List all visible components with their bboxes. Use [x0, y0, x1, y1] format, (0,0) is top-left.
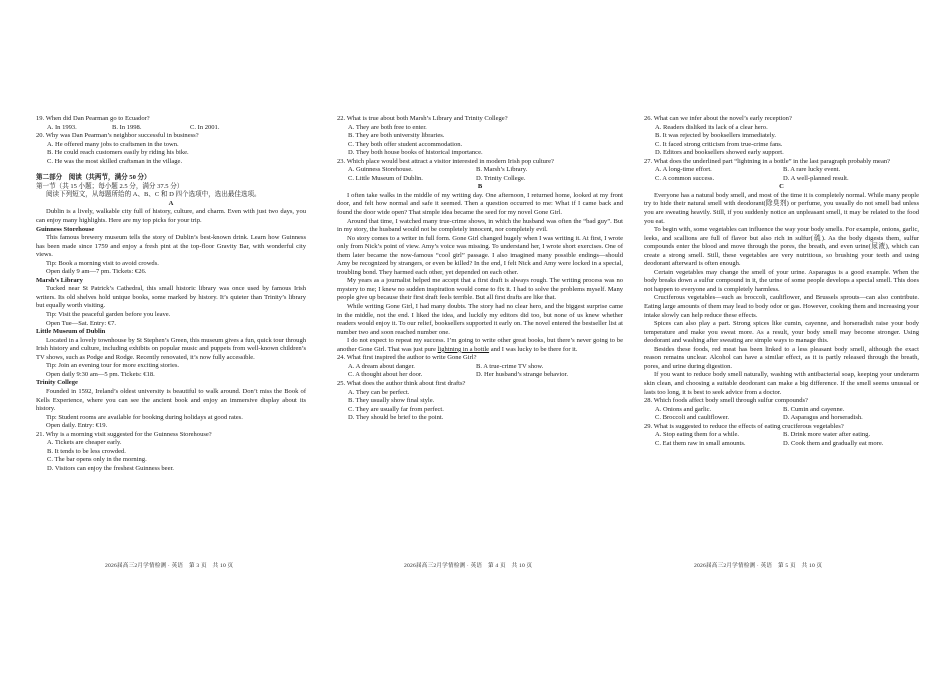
paragraph: If you want to reduce body smell naturally, washing with antibacterial soap, keeping your underarm skin clean, and choosing a suitable deodorant can make a big difference. If the smell seems unusual or lasts too long, it is best to seek advice from a doctor.: [644, 371, 919, 396]
question-26: 26. What can we infer about the novel’s early reception?: [644, 115, 792, 122]
option: A. Readers disliked its lack of a clear hero.: [655, 123, 768, 131]
option: A. A long-time effort.: [655, 166, 712, 174]
option: B. Marsh’s Library.: [476, 166, 528, 174]
question-19-options: [36, 124, 306, 133]
underlined-phrase: lightning in a bottle: [437, 345, 490, 353]
option: B. Cumin and cayenne.: [783, 405, 845, 413]
instruction: 阅读下列短文，从每题所给的 A、B、C 和 D 四个选项中，选出最佳选项。: [46, 191, 261, 199]
option: C. They are usually far from perfect.: [348, 405, 444, 413]
question-24-options: [337, 363, 623, 372]
question-23-options: [337, 166, 623, 175]
option: B. They are both university libraries.: [348, 132, 445, 140]
page-4-footer: 2026届高三2月学情检测 · 英语 第 4 页 共 10 页: [404, 563, 533, 569]
page-5: [634, 0, 950, 673]
question-28-options: [644, 414, 919, 423]
paragraph: No story comes to a writer in full form. Gone Girl changed hugely when I was writing it. At first, I wrote only from Nick’s point of view. Amy’s voice was missing. To understand her, I wrote short exercises. One of them later became the now-famous “cool girl” passage. I also imagined many possible endings—should Amy be recognized by strangers, or even be killed? In the end, I felt Nick and Amy were locked in a special, troubling bond. They harmed each other, yet depended on each other.: [337, 234, 623, 276]
option: B. Drink more water after eating.: [783, 431, 871, 439]
paragraph: Around that time, I watched many true-crime shows, in which the husband was often the “bad guy”. But in my story, the husband would not be completely innocent, nor completely evil.: [337, 217, 623, 234]
tip: Tip: Student rooms are available for booking during holidays at good rates.: [46, 413, 243, 421]
question-28-options: [644, 406, 919, 415]
option: B. He could reach customers easily by riding his bike.: [47, 149, 189, 157]
page-3-column: [36, 115, 306, 473]
option: D. Asparagus and horseradish.: [783, 414, 863, 422]
option: B. A rare lucky event.: [783, 166, 841, 174]
option: C. A thought about her door.: [348, 371, 423, 379]
question-28: 28. Which foods affect body smell through sulfur compounds?: [644, 397, 808, 405]
opening-info: Open daily. Entry: €19.: [46, 422, 108, 430]
option: A. Stop eating them for a while.: [655, 431, 740, 439]
option: A. In 1993.: [47, 123, 77, 131]
page-3: [0, 0, 316, 673]
question-23: 23. Which place would best attract a visitor interested in modern Irish pop culture?: [337, 157, 554, 165]
paragraph: Cruciferous vegetables—such as broccoli, cauliflower, and Brussels sprouts—can also contribute. Eating large amounts of them may lead to body odor or gas. However, cooking them and increasing your intake slowly can help reduce these effects.: [644, 294, 919, 319]
option: C. It faced strong criticism from true-crime fans.: [655, 140, 783, 148]
question-22: 22. What is true about both Marsh’s Library and Trinity College?: [337, 115, 508, 122]
option: B. A true-crime TV show.: [476, 362, 544, 370]
option: C. Broccoli and cauliflower.: [655, 414, 729, 422]
option: A. He offered many jobs to craftsmen in the town.: [47, 140, 179, 148]
option: D. Visitors can enjoy the freshest Guinness beer.: [47, 464, 174, 472]
paragraph: My years as a journalist helped me accept that a first draft is always rough. The writing process was no mystery to me; I knew no sudden inspiration would come to fix it. I had to solve the problems myself. Many people give up because their first draft feels terrible. But all first drafts are like that.: [337, 277, 623, 302]
paragraph: Tucked near St Patrick’s Cathedral, this small historic library was once used by famous Irish writers. Its old shelves hold unique books, some marked by history. It’s quieter than Trinity’s library but equally worth visiting.: [36, 285, 306, 310]
place-heading: Marsh’s Library: [36, 276, 83, 284]
passage-letter-b: B: [477, 183, 483, 191]
option: D. They both house books of historical importance.: [348, 149, 483, 157]
question-21: 21. Why is a morning visit suggested for the Guinness Storehouse?: [36, 430, 212, 438]
paragraph: To begin with, some vegetables can influence the way your body smells. For example, onions, garlic, leeks, and scallions are full of flavor but also rich in sulfur(硫). As the body digests them, sulfur compounds enter the blood and move through the pores, the breath, and even urine(尿液), which can create a strong smell. Still, these vegetables are very nutritious, so brushing your teeth and using deodorant afterward is often enough.: [644, 226, 919, 268]
question-29: 29. What is suggested to reduce the effects of eating cruciferous vegetables?: [644, 422, 844, 430]
subsection-heading: 第一节（共 15 小题；每小题 2.5 分，满分 37.5 分）: [36, 182, 184, 190]
option: C. In 2001.: [190, 123, 220, 131]
option: B. In 1998.: [112, 123, 142, 131]
option: D. Her husband’s strange behavior.: [476, 371, 568, 379]
option: D. Trinity College.: [476, 174, 526, 182]
option: A. They are both free to enter.: [348, 123, 427, 131]
question-23-options: [337, 175, 623, 184]
option: C. Eat them raw in small amounts.: [655, 439, 746, 447]
option: C. A common success.: [655, 174, 715, 182]
place-heading: Little Museum of Dublin: [36, 328, 106, 336]
question-27-options: [644, 175, 919, 184]
paragraph: Everyone has a natural body smell, and most of the time it is completely normal. While many people try to hide their natural smell with deodorant(除臭剂) or perfume, you usually do not smell bad unless you are sweating heavily. Still, if you suddenly notice an unpleasant smell, it may be related to the food you eat.: [644, 191, 919, 225]
tip: Tip: Join an evening tour for more exciting stories.: [46, 362, 180, 370]
passage-letter-c: C: [779, 183, 784, 191]
option: C. He was the most skilled craftsman in the village.: [47, 157, 183, 165]
option: A. Onions and garlic.: [655, 405, 712, 413]
option: C. They both offer student accommodation.: [348, 140, 463, 148]
option: A. They can be perfect.: [348, 388, 410, 396]
question-19: 19. When did Dan Pearman go to Ecuador?: [36, 115, 150, 122]
paragraph: Founded in 1592, Ireland’s oldest university is beautiful to walk around. Don’t miss the Book of Kells Experience, where you can see the ancient book and enjoy an immersive display about its history.: [36, 387, 306, 413]
text: and I was lucky to be there for it.: [489, 345, 578, 353]
passage-letter-a: A: [168, 199, 174, 207]
option: D. Editors and booksellers showed early support.: [655, 149, 784, 157]
question-29-options: [644, 431, 919, 440]
tip: Tip: Book a morning visit to avoid crowds.: [46, 259, 159, 267]
option: D. A well-planned result.: [783, 174, 849, 182]
paragraph: Dublin is a lively, walkable city full of history, culture, and charm. Even with just two days, you can enjoy many highlights. Here are my top picks for your trip.: [36, 208, 306, 225]
option: A. Guinness Storehouse.: [348, 166, 413, 174]
page-5-column: [644, 115, 919, 448]
option: B. They usually show final style.: [348, 397, 435, 405]
paragraph: I often take walks in the middle of my writing day. One afternoon, I returned home, looked at my front door, and felt how normal and safe it seemed. Then a question occurred to me: What if I came back and found the door wide open? That simple idea became the seed for my novel Gone Girl.: [337, 191, 623, 217]
paragraph: Located in a lovely townhouse by St Stephen’s Green, this museum gives a fun, quick tour through Irish history and culture, including exhibits on popular music and puppets from well-known children’s TV shows, such as Podge and Rodge. Recently renovated, it’s now fully accessible.: [36, 336, 306, 361]
page-4: [316, 0, 634, 673]
option: A. Tickets are cheaper early.: [47, 439, 122, 447]
opening-info: Open Tue—Sat. Entry: €7.: [46, 319, 117, 327]
question-29-options: [644, 440, 919, 449]
page-5-footer: 2026届高三2月学情检测 · 英语 第 5 页 共 10 页: [694, 563, 823, 569]
question-24-options: [337, 371, 623, 380]
question-25: 25. What does the author think about first drafts?: [337, 379, 466, 387]
option: D. Cook them and gradually eat more.: [783, 439, 884, 447]
option: C. The bar opens only in the morning.: [47, 456, 147, 464]
paragraph: Besides these foods, red meat has been linked to a less pleasant body smell, although the exact reason remains unclear. Alcohol can have a similar effect, as it is partly released through the breath, pores, and urine during digestion.: [644, 345, 919, 370]
paragraph: This famous brewery museum tells the story of Dublin’s best-known drink. Learn how Guinness has been made since 1759 and enjoy a fresh pint at the top-floor Gravity Bar, with wonderful city views.: [36, 234, 306, 259]
question-20: 20. Why was Dan Pearman’s neighbor successful in business?: [36, 132, 199, 140]
paragraph: Spices can also play a part. Strong spices like cumin, cayenne, and horseradish raise your body temperature and make you sweat more. As a result, your body smell may become stronger. Using deodorant and washing after sweating are simple ways to manage this.: [644, 320, 919, 345]
option: B. It tends to be less crowded.: [47, 447, 126, 455]
paragraph: [337, 337, 623, 354]
opening-info: Open daily 9:30 am—5 pm. Tickets: €18.: [46, 370, 155, 378]
paragraph: Certain vegetables may change the smell of your urine. Asparagus is a good example. When the body breaks down a sulfur compound in it, the urine of some people develops a special smell. This does not happen to everyone and is completely harmless.: [644, 268, 919, 293]
option: D. They should be brief to the point.: [348, 414, 444, 422]
paragraph: While writing Gone Girl, I had many doubts. The story had no clear hero, and the biggest surprise came in the middle, not the end. I liked the idea, and luckily my editors did too, but none of us knew whether readers would enjoy it. To our relief, booksellers supported it early on. The novel entered the bestseller list at number two and soon reached number one.: [337, 303, 623, 336]
tip: Tip: Visit the peaceful garden before you leave.: [46, 311, 171, 319]
place-heading: Guinness Storehouse: [36, 225, 95, 233]
opening-info: Open daily 9 am—7 pm. Tickets: €26.: [46, 268, 147, 276]
question-24: 24. What first inspired the author to write Gone Girl?: [337, 354, 477, 362]
page-3-footer: 2026届高三2月学情检测 · 英语 第 3 页 共 10 页: [105, 563, 234, 569]
section-heading: 第二部分 阅读（共两节，满分 50 分）: [36, 174, 151, 182]
place-heading: Trinity College: [36, 379, 78, 387]
page-4-column: [337, 115, 623, 423]
option: A. A dream about danger.: [348, 362, 415, 370]
option: C. Little Museum of Dublin.: [348, 174, 423, 182]
question-27-options: [644, 166, 919, 175]
option: B. It was rejected by booksellers immediately.: [655, 132, 777, 140]
question-27: 27. What does the underlined part “lightning in a bottle” in the last paragraph probably mean?: [644, 157, 891, 165]
text: I do not expect to repeat my success. I’m going to write other great books, but there’s never going to be another Gone Girl. That was just pure: [337, 337, 623, 353]
